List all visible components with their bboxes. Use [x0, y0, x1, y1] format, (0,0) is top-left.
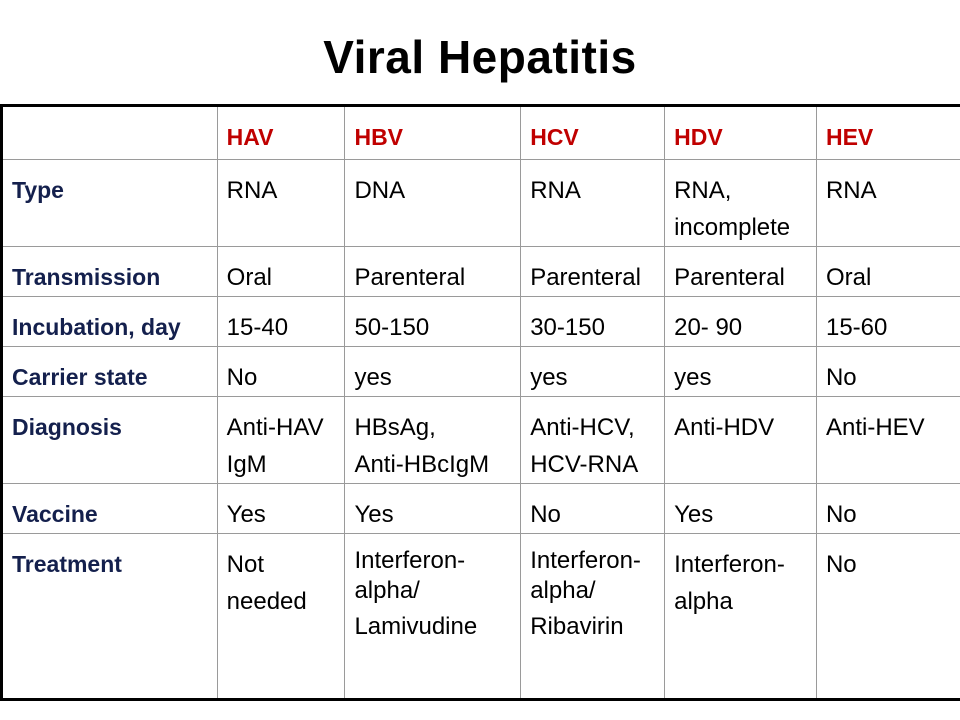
- cell-text-line: needed: [226, 588, 307, 615]
- table-cell: [345, 247, 521, 297]
- table-row: [2, 484, 960, 534]
- table-cell: [665, 347, 817, 397]
- header-corner-cell: [2, 106, 218, 160]
- table-cell: [217, 160, 345, 247]
- cell-text-line: DNA: [354, 177, 406, 204]
- cell-text-line: 15-60: [825, 314, 888, 341]
- cell-text-line: No: [226, 364, 258, 391]
- table-cell: [665, 397, 817, 484]
- table-row: [2, 297, 960, 347]
- table-cell: [816, 397, 960, 484]
- column-header-hav: HAV: [217, 106, 345, 160]
- cell-text-line: Yes: [226, 501, 266, 528]
- cell-text-line: No: [825, 364, 857, 391]
- row-label: Type: [2, 160, 218, 247]
- cell-text-line: HCV-RNA: [530, 451, 639, 478]
- table-cell: [345, 347, 521, 397]
- cell-text-line: No: [530, 501, 561, 528]
- cell-text-line: Interferon-: [530, 547, 641, 574]
- table-cell: [521, 397, 665, 484]
- cell-text-line: yes: [354, 364, 392, 391]
- table-cell: [217, 347, 345, 397]
- cell-text-line: RNA,: [674, 177, 732, 204]
- cell-text-line: HBsAg,: [354, 414, 436, 441]
- cell-text-line: yes: [530, 364, 568, 391]
- cell-text-line: alpha: [674, 588, 733, 615]
- cell-text-line: Not: [226, 551, 265, 578]
- cell-text-line: No: [825, 551, 857, 578]
- page-title: Viral Hepatitis: [323, 31, 637, 83]
- cell-text-line: alpha/: [354, 577, 420, 604]
- table-cell: [665, 160, 817, 247]
- cell-text-line: Ribavirin: [530, 613, 624, 640]
- table-cell: [665, 297, 817, 347]
- cell-text-line: Anti-HEV: [825, 414, 925, 441]
- row-label: Transmission: [2, 247, 218, 297]
- table-row: [2, 160, 960, 247]
- cell-text-line: Oral: [825, 264, 872, 291]
- table-cell: [816, 160, 960, 247]
- table-cell: [345, 534, 521, 700]
- row-label: Incubation, day: [2, 297, 218, 347]
- cell-text-line: alpha/: [530, 577, 596, 604]
- table-cell: [816, 247, 960, 297]
- table-cell: [816, 347, 960, 397]
- table-cell: [217, 297, 345, 347]
- cell-text-line: Yes: [354, 501, 394, 528]
- table-cell: [345, 297, 521, 347]
- table-cell: [816, 484, 960, 534]
- cell-text-line: Oral: [226, 264, 272, 291]
- table-cell: [521, 160, 665, 247]
- cell-text-line: Parenteral: [530, 264, 641, 291]
- table-cell: [521, 484, 665, 534]
- cell-text-line: RNA: [530, 177, 581, 204]
- cell-text-line: Anti-HCV,: [530, 414, 635, 441]
- row-label: Treatment: [2, 534, 218, 700]
- cell-text-line: 50-150: [354, 314, 430, 341]
- table-cell: [217, 247, 345, 297]
- table-cell: [345, 160, 521, 247]
- table-row: [2, 534, 960, 700]
- cell-text-line: yes: [674, 364, 712, 391]
- table-cell: [816, 534, 960, 700]
- row-label: Carrier state: [2, 347, 218, 397]
- cell-text-line: IgM: [226, 451, 267, 478]
- cell-text-line: No: [825, 501, 857, 528]
- cell-text-line: RNA: [226, 177, 278, 204]
- cell-text-line: RNA: [825, 177, 877, 204]
- table-cell: [521, 297, 665, 347]
- cell-text-line: Interferon-: [354, 547, 466, 574]
- cell-text-line: 20- 90: [674, 314, 743, 341]
- cell-text-line: Interferon-: [674, 551, 785, 578]
- cell-text-line: 30-150: [530, 314, 605, 341]
- table-row: [2, 347, 960, 397]
- table-cell: [217, 484, 345, 534]
- cell-text-line: incomplete: [674, 214, 791, 241]
- table-row: [2, 247, 960, 297]
- cell-text-line: Anti-HDV: [674, 414, 775, 441]
- column-header-hev: HEV: [816, 106, 960, 160]
- cell-text-line: Lamivudine: [354, 613, 478, 640]
- table-cell: [521, 347, 665, 397]
- table-cell: [665, 247, 817, 297]
- column-header-hcv: HCV: [521, 106, 665, 160]
- table-cell: [665, 484, 817, 534]
- table-cell: [217, 534, 345, 700]
- table-cell: [521, 247, 665, 297]
- table-cell: [217, 397, 345, 484]
- cell-text-line: Parenteral: [674, 264, 785, 291]
- table-cell: [521, 534, 665, 700]
- table-cell: [345, 397, 521, 484]
- table-cell: [345, 484, 521, 534]
- table-cell: [816, 297, 960, 347]
- table-cell: [665, 534, 817, 700]
- row-label: Diagnosis: [2, 397, 218, 484]
- cell-text-line: Yes: [674, 501, 714, 528]
- cell-text-line: Anti-HBcIgM: [354, 451, 490, 478]
- cell-text-line: Parenteral: [354, 264, 466, 291]
- table-row: [2, 397, 960, 484]
- cell-text-line: 15-40: [226, 314, 289, 341]
- header-row: [2, 106, 960, 160]
- hepatitis-comparison-table: [0, 104, 960, 701]
- column-header-hbv: HBV: [345, 106, 521, 160]
- cell-text-line: Anti-HAV: [226, 414, 324, 441]
- row-label: Vaccine: [2, 484, 218, 534]
- column-header-hdv: HDV: [665, 106, 817, 160]
